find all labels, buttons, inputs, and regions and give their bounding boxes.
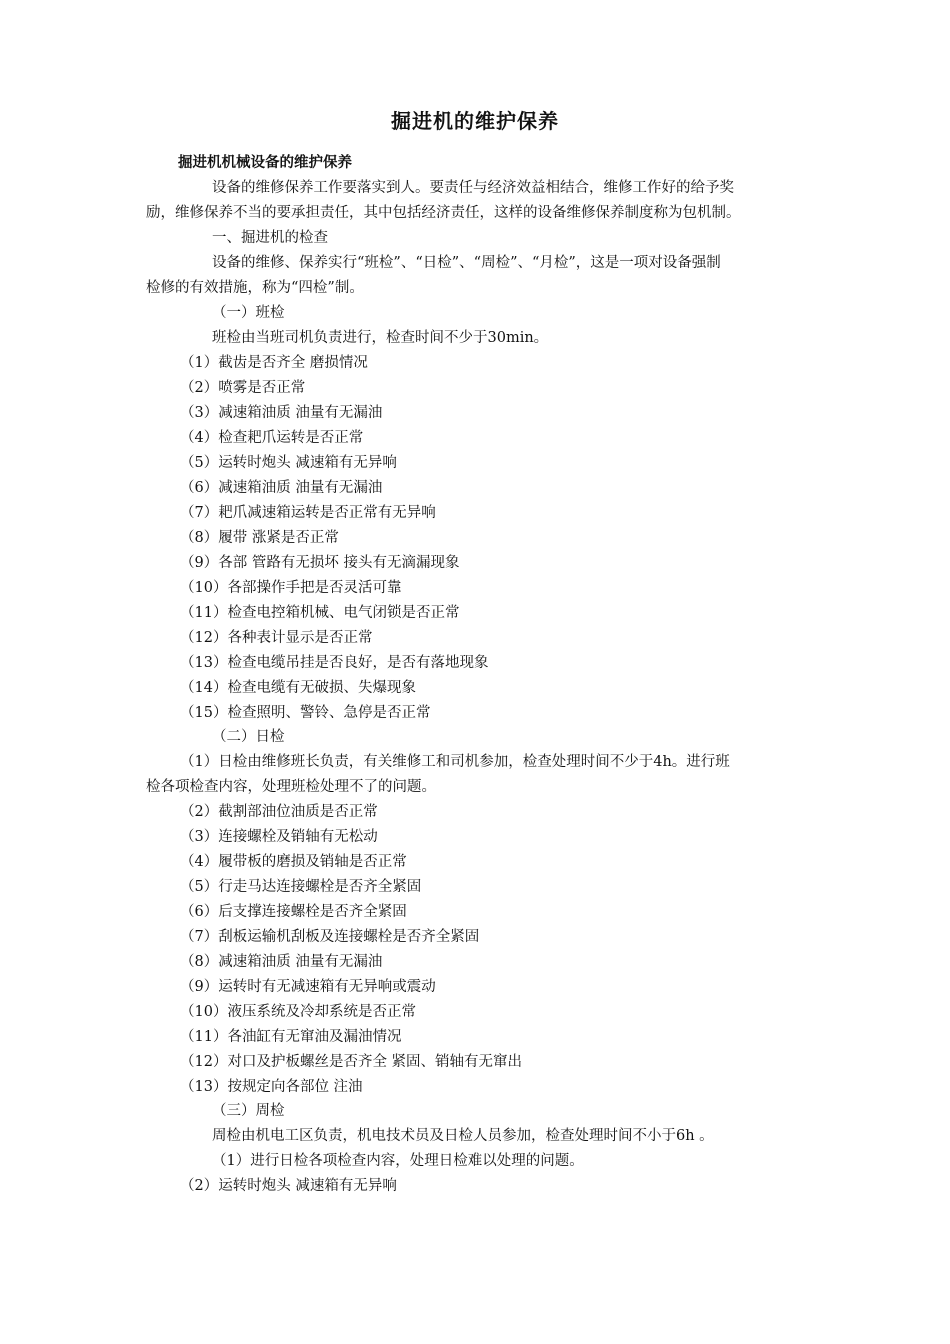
paragraph-line: 检修的有效措施，称为“四检”制。 bbox=[146, 280, 364, 296]
list-item: （1）进行日检各项检查内容，处理日检难以处理的问题。 bbox=[212, 1153, 584, 1169]
list-item: （4）履带板的磨损及销轴是否正常 bbox=[180, 854, 407, 870]
subsection-description: 班检由当班司机负责进行，检查时间不少于30min。 bbox=[212, 330, 549, 346]
list-item: （9）各部 管路有无损坏 接头有无滴漏现象 bbox=[180, 555, 460, 571]
intro-line: 设备的维修保养工作要落实到人。要责任与经济效益相结合，维修工作好的给予奖 bbox=[212, 180, 734, 196]
list-item: （4）检查耙爪运转是否正常 bbox=[180, 430, 364, 446]
section-heading: 一、掘进机的检查 bbox=[212, 230, 328, 246]
list-item: （9）运转时有无减速箱有无异响或震动 bbox=[180, 979, 436, 995]
list-item: （12）对口及护板螺丝是否齐全 紧固、销轴有无窜出 bbox=[180, 1054, 523, 1070]
list-item: （14）检查电缆有无破损、失爆现象 bbox=[180, 680, 416, 696]
list-item: （3）减速箱油质 油量有无漏油 bbox=[180, 405, 383, 421]
subsection-heading: （一）班检 bbox=[212, 305, 285, 321]
list-item: （3）连接螺栓及销轴有无松动 bbox=[180, 829, 378, 845]
list-item: （5）行走马达连接螺栓是否齐全紧固 bbox=[180, 879, 422, 895]
intro-line: 励，维修保养不当的要承担责任，其中包括经济责任，这样的设备维修保养制度称为包机制。 bbox=[146, 205, 741, 221]
list-item: （10）各部操作手把是否灵活可靠 bbox=[180, 580, 402, 596]
subsection-description: （1）日检由维修班长负责，有关维修工和司机参加，检查处理时间不少于4h。进行班 bbox=[180, 754, 730, 770]
list-item: （13）按规定向各部位 注油 bbox=[180, 1079, 363, 1095]
list-item: （8）减速箱油质 油量有无漏油 bbox=[180, 954, 383, 970]
subsection-heading: （三）周检 bbox=[212, 1103, 285, 1119]
paragraph-line: 设备的维修、保养实行“班检”、“日检”、“周检”、“月检”，这是一项对设备强制 bbox=[212, 255, 721, 271]
subsection-description: 周检由机电工区负责，机电技术员及日检人员参加，检查处理时间不小于6h 。 bbox=[212, 1128, 714, 1144]
list-item: （6）后支撑连接螺栓是否齐全紧固 bbox=[180, 904, 407, 920]
list-item: （11）检查电控箱机械、电气闭锁是否正常 bbox=[180, 605, 460, 621]
list-item: （11）各油缸有无窜油及漏油情况 bbox=[180, 1029, 402, 1045]
list-item: （10）液压系统及冷却系统是否正常 bbox=[180, 1004, 416, 1020]
list-item: （1）截齿是否齐全 磨损情况 bbox=[180, 355, 368, 371]
section-subtitle: 掘进机机械设备的维护保养 bbox=[178, 155, 352, 171]
subsection-heading: （二）日检 bbox=[212, 729, 285, 745]
list-item: （7）刮板运输机刮板及连接螺栓是否齐全紧固 bbox=[180, 929, 480, 945]
list-item: （12）各种表计显示是否正常 bbox=[180, 630, 373, 646]
list-item: （8）履带 涨紧是否正常 bbox=[180, 530, 339, 546]
list-item: （13）检查电缆吊挂是否良好，是否有落地现象 bbox=[180, 655, 489, 671]
list-item: （7）耙爪减速箱运转是否正常有无异响 bbox=[180, 505, 436, 521]
list-item: （15）检查照明、警铃、急停是否正常 bbox=[180, 705, 431, 721]
list-item: （2）运转时炮头 减速箱有无异响 bbox=[180, 1178, 397, 1194]
list-item: （2）截割部油位油质是否正常 bbox=[180, 804, 378, 820]
list-item: （6）减速箱油质 油量有无漏油 bbox=[180, 480, 383, 496]
list-item: （2）喷雾是否正常 bbox=[180, 380, 306, 396]
page-title: 掘进机的维护保养 bbox=[391, 109, 559, 133]
list-item: （5）运转时炮头 减速箱有无异响 bbox=[180, 455, 397, 471]
subsection-description: 检各项检查内容，处理班检处理不了的问题。 bbox=[146, 779, 436, 795]
